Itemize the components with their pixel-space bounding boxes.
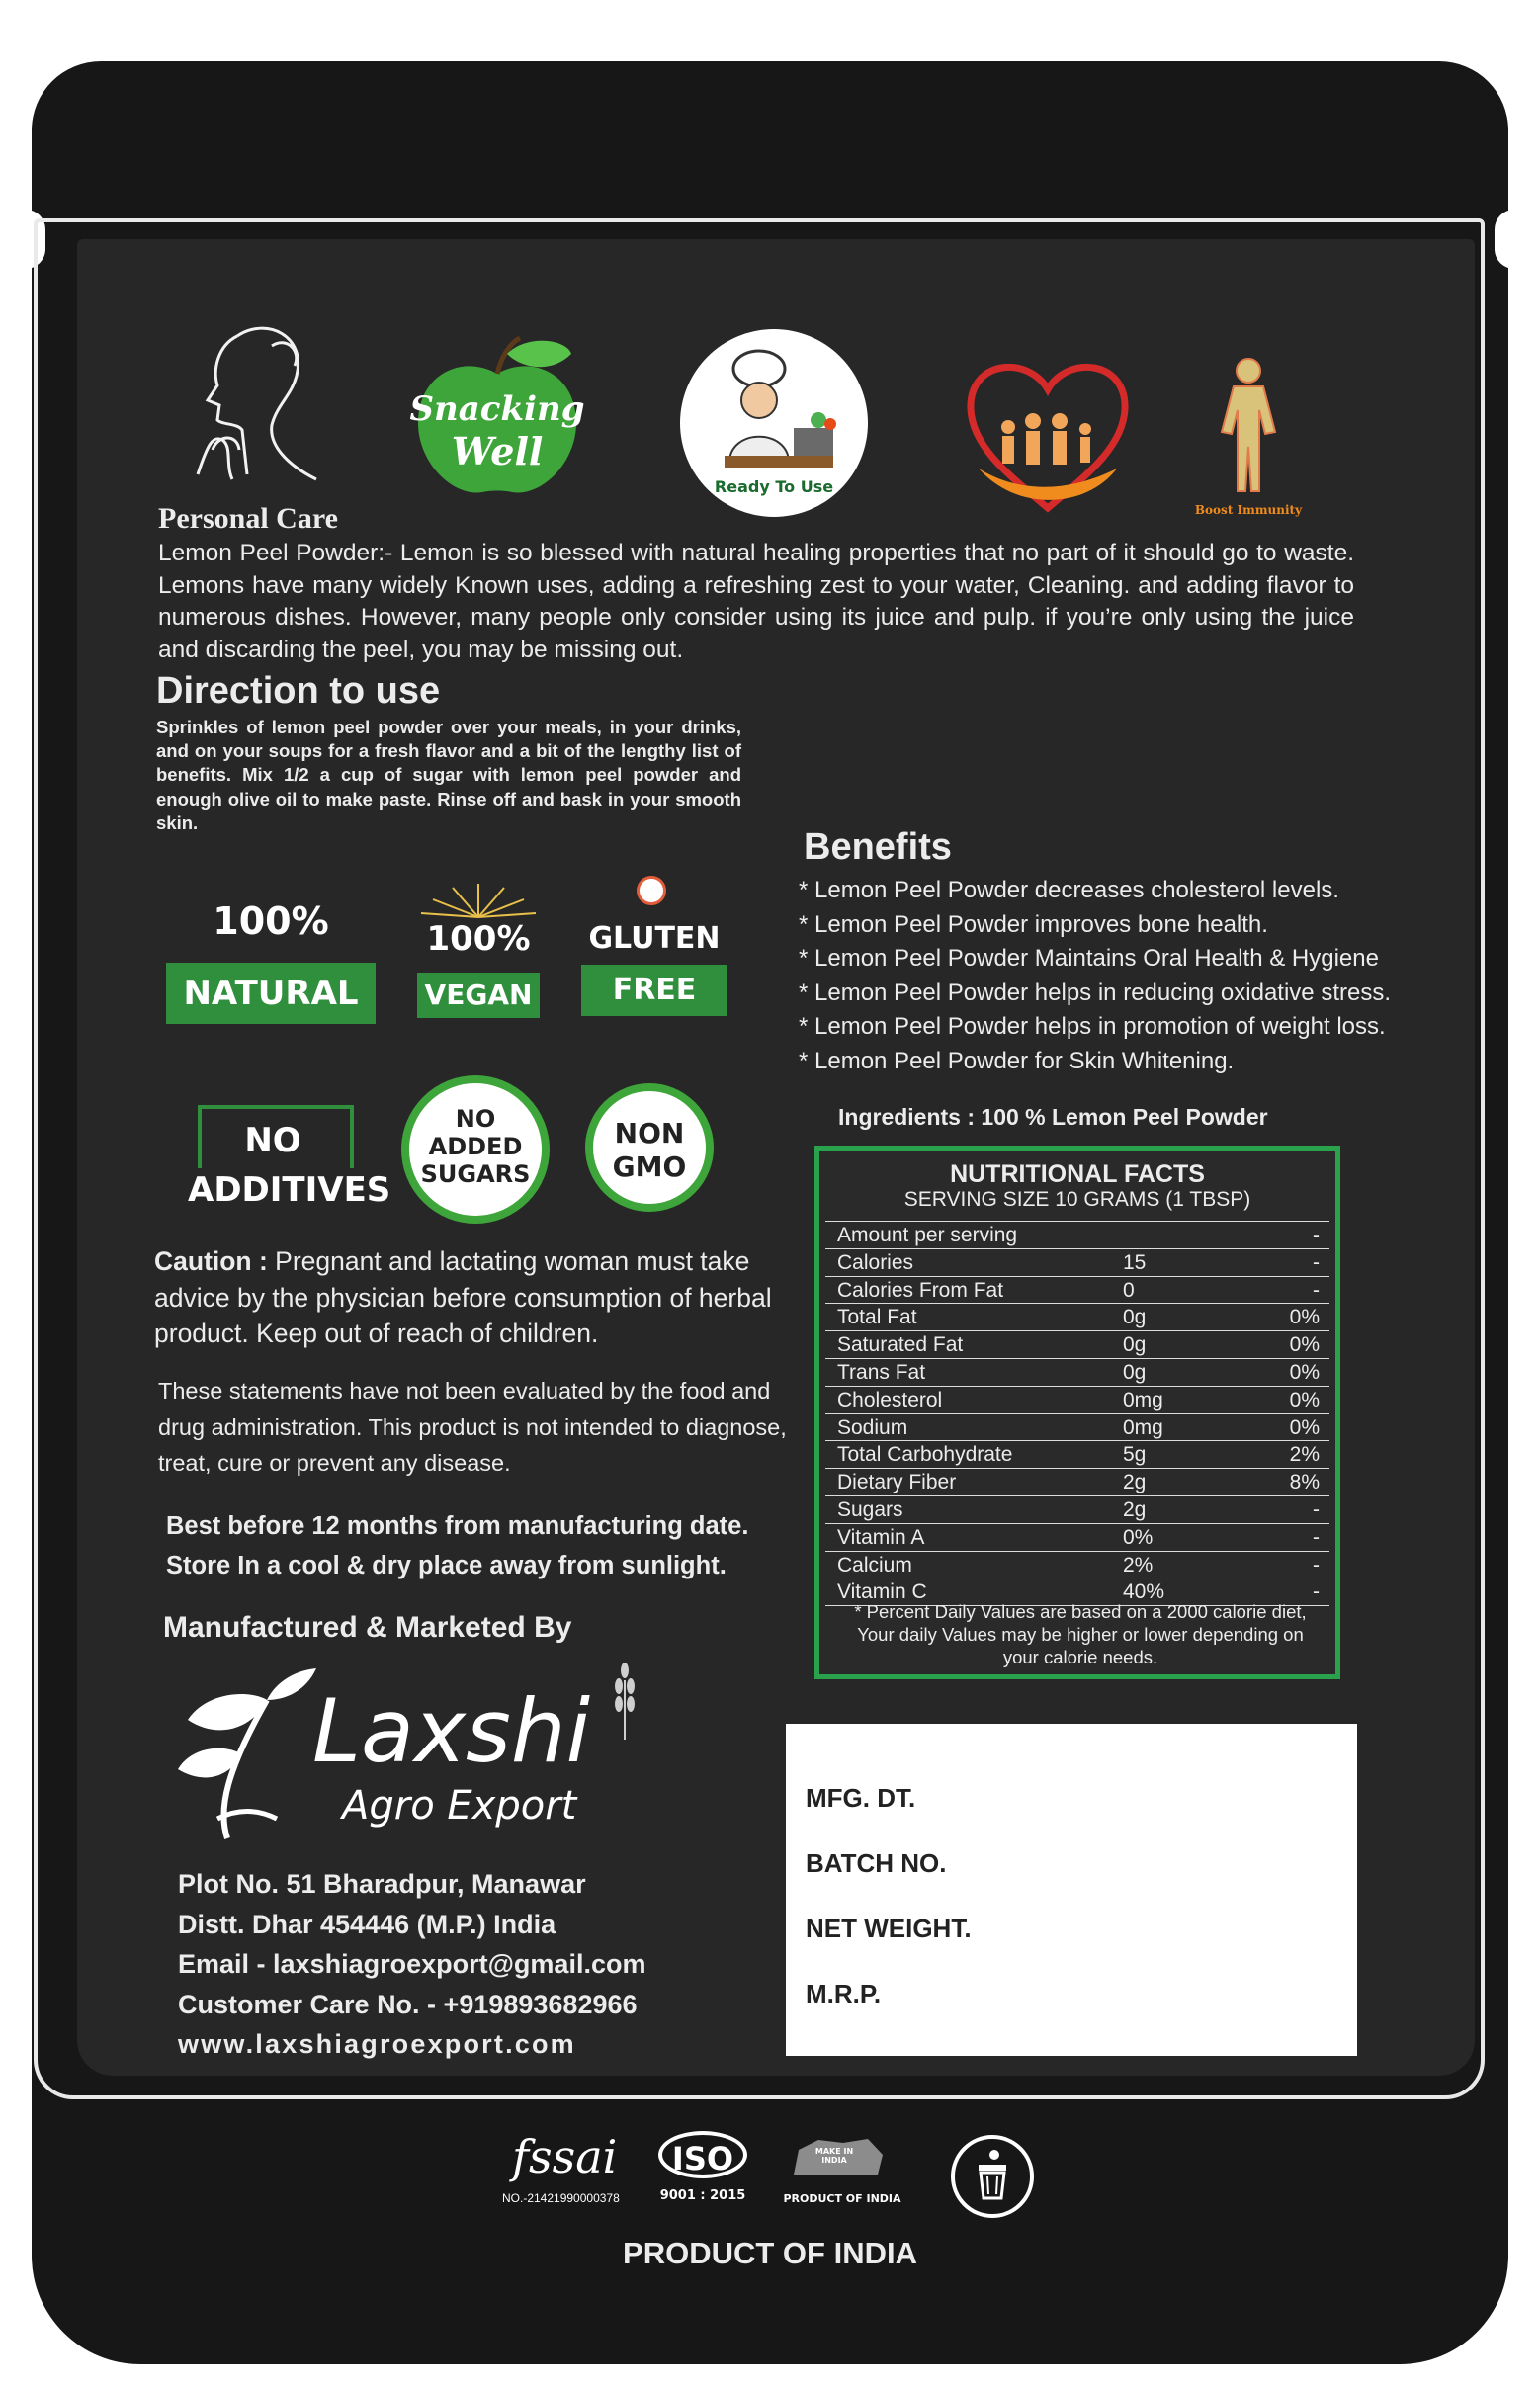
ready-to-use-label: Ready To Use bbox=[714, 477, 834, 496]
nutrition-facts-table bbox=[814, 1146, 1340, 1679]
row-percent: 8% bbox=[1289, 1471, 1320, 1494]
badge-no-additives bbox=[188, 1095, 391, 1224]
row-percent: 0% bbox=[1289, 1333, 1320, 1357]
direction-heading: Direction to use bbox=[156, 670, 441, 712]
row-percent: - bbox=[1313, 1497, 1320, 1521]
row-name: Sugars bbox=[837, 1497, 903, 1521]
daily-value-note: * Percent Daily Values are based on a 2000 calorie diet, Your daily Values may be higher or lower depending on your calorie needs. bbox=[854, 1601, 1307, 1667]
badge-no-added-sugars bbox=[401, 1075, 550, 1224]
no-added-line2: ADDED bbox=[428, 1133, 523, 1160]
row-value: 2% bbox=[1123, 1553, 1154, 1577]
make-in-india-text: MAKE IN INDIA bbox=[814, 2147, 854, 2165]
brand-subtitle: Agro Export bbox=[342, 1783, 577, 1829]
ingredients-line: Ingredients : 100 % Lemon Peel Powder bbox=[838, 1104, 1268, 1130]
make-in-india-logo bbox=[783, 2135, 901, 2214]
mfg-date-label: MFG. DT. bbox=[806, 1783, 916, 1813]
fssai-license: NO.-21421990000378 bbox=[502, 2191, 620, 2205]
address-line2: Distt. Dhar 454446 (M.P.) India bbox=[178, 1909, 556, 1939]
ready-to-use-icon bbox=[680, 329, 868, 517]
row-name: Vitamin A bbox=[837, 1525, 925, 1549]
gmo-text: GMO bbox=[612, 1151, 687, 1183]
serving-size: SERVING SIZE 10 GRAMS (1 TBSP) bbox=[903, 1188, 1251, 1211]
benefit-item: * Lemon Peel Powder for Skin Whitening. bbox=[799, 1047, 1235, 1074]
nutrition-row bbox=[825, 1440, 1329, 1468]
row-value: 0g bbox=[1123, 1306, 1147, 1329]
row-name: Dietary Fiber bbox=[837, 1471, 957, 1494]
caution-text bbox=[154, 1243, 787, 1352]
wheat-icon bbox=[605, 1661, 644, 1740]
row-value: 0% bbox=[1123, 1525, 1154, 1549]
manufacturer-address bbox=[178, 1864, 645, 2065]
row-percent: - bbox=[1313, 1224, 1320, 1246]
leaf-logo-icon bbox=[158, 1661, 326, 1858]
boost-immunity-label: Boost Immunity bbox=[1194, 503, 1303, 517]
no-added-line1: NO bbox=[455, 1105, 496, 1133]
additives-text: ADDITIVES bbox=[188, 1170, 391, 1210]
row-name: Vitamin C bbox=[837, 1580, 927, 1604]
nutrition-row bbox=[825, 1221, 1329, 1248]
benefit-item: * Lemon Peel Powder Maintains Oral Health & Hygiene bbox=[799, 945, 1379, 972]
no-text: NO bbox=[244, 1121, 301, 1160]
natural-percent: 100% bbox=[213, 899, 329, 943]
storage-info bbox=[166, 1506, 748, 1585]
row-value: 5g bbox=[1123, 1443, 1147, 1467]
storage-instruction: Store In a cool & dry place away from sunlight. bbox=[166, 1552, 727, 1579]
natural-banner: NATURAL bbox=[166, 963, 376, 1024]
row-percent: - bbox=[1313, 1553, 1320, 1577]
nutrition-row bbox=[825, 1523, 1329, 1551]
nutrition-row bbox=[825, 1330, 1329, 1358]
brand-logo bbox=[158, 1661, 672, 1858]
no-added-line3: SUGARS bbox=[420, 1160, 531, 1188]
snacking-well-icon bbox=[403, 334, 591, 502]
nutrition-row bbox=[825, 1303, 1329, 1330]
customer-care-line: Customer Care No. - +919893682966 bbox=[178, 1989, 638, 2019]
vegan-banner: VEGAN bbox=[417, 973, 540, 1018]
net-weight-label: NET WEIGHT. bbox=[806, 1914, 972, 1943]
nutrition-row bbox=[825, 1551, 1329, 1578]
personal-care-icon bbox=[178, 316, 326, 484]
row-percent: 0% bbox=[1289, 1360, 1320, 1384]
direction-text: Sprinkles of lemon peel powder over your meals, in your drinks, and on your soups for a fresh flavor and a bit of the lengthy list of benefits. Mix 1/2 a cup of sugar with lemon peel powder and enough olive oil to make paste. Rinse off and bask in your smooth skin. bbox=[156, 717, 741, 833]
row-value: 2g bbox=[1123, 1471, 1147, 1494]
caution-body: Pregnant and lactating woman must take advice by the physician before consumption of herbal product. Keep out of reach of children. bbox=[154, 1246, 772, 1348]
free-banner: FREE bbox=[581, 965, 727, 1016]
batch-no-label: BATCH NO. bbox=[806, 1848, 947, 1878]
product-of-india-small: PRODUCT OF INDIA bbox=[783, 2192, 901, 2205]
vegan-percent: 100% bbox=[426, 919, 531, 959]
nutrition-rows bbox=[825, 1221, 1329, 1606]
sunburst-icon bbox=[413, 880, 544, 919]
row-name: Calcium bbox=[837, 1553, 912, 1577]
row-percent: - bbox=[1313, 1525, 1320, 1549]
nutrition-row bbox=[825, 1248, 1329, 1276]
badge-100-vegan bbox=[413, 880, 544, 1028]
row-name: Saturated Fat bbox=[837, 1333, 964, 1357]
row-percent: 0% bbox=[1289, 1415, 1320, 1439]
benefit-item: * Lemon Peel Powder helps in promotion of weight loss. bbox=[799, 1013, 1386, 1040]
row-percent: - bbox=[1313, 1278, 1320, 1302]
nutrition-row bbox=[825, 1495, 1329, 1523]
row-name: Sodium bbox=[837, 1415, 908, 1439]
non-text: NON bbox=[614, 1117, 685, 1150]
manufacturer-heading: Manufactured & Marketed By bbox=[163, 1611, 572, 1644]
row-percent: 0% bbox=[1289, 1306, 1320, 1329]
row-value: 40% bbox=[1123, 1580, 1165, 1604]
product-of-india-footer: PRODUCT OF INDIA bbox=[623, 2236, 917, 2270]
fssai-text: fssai bbox=[512, 2130, 618, 2183]
row-name: Total Carbohydrate bbox=[837, 1443, 1013, 1467]
row-name: Total Fat bbox=[837, 1306, 917, 1329]
nutrition-row bbox=[825, 1276, 1329, 1304]
website-line: www.laxshiagroexport.com bbox=[178, 2029, 576, 2059]
caution-label: Caution : bbox=[154, 1246, 268, 1276]
row-name: Trans Fat bbox=[837, 1360, 926, 1384]
best-before: Best before 12 months from manufacturing date. bbox=[166, 1512, 749, 1540]
mrp-label: M.R.P. bbox=[806, 1979, 882, 2008]
nutrition-row bbox=[825, 1386, 1329, 1413]
well-text: Well bbox=[451, 429, 544, 473]
row-value: 0mg bbox=[1123, 1415, 1163, 1439]
nutrition-row bbox=[825, 1468, 1329, 1495]
personal-care-label: Personal Care bbox=[158, 502, 338, 535]
row-name: Amount per serving bbox=[837, 1224, 1018, 1246]
row-value: 0g bbox=[1123, 1360, 1147, 1384]
benefit-item: * Lemon Peel Powder decreases cholesterol levels. bbox=[799, 877, 1339, 903]
row-value: 0g bbox=[1123, 1333, 1147, 1357]
iso-logo bbox=[658, 2131, 757, 2210]
nutrition-row bbox=[825, 1413, 1329, 1441]
row-percent: 2% bbox=[1289, 1443, 1320, 1467]
iso-standard: 9001 : 2015 bbox=[659, 2188, 746, 2203]
family-heart-icon bbox=[959, 350, 1137, 518]
row-value: 2g bbox=[1123, 1497, 1147, 1521]
boost-immunity-icon bbox=[1194, 353, 1303, 521]
fssai-logo bbox=[502, 2130, 637, 2211]
row-name: Calories bbox=[837, 1250, 914, 1274]
row-percent: - bbox=[1313, 1250, 1320, 1274]
snacking-text: Snacking bbox=[409, 389, 585, 429]
row-value: 0mg bbox=[1123, 1388, 1163, 1411]
row-percent: - bbox=[1313, 1580, 1320, 1604]
badge-gluten-free bbox=[581, 876, 727, 1024]
iso-text: ISO bbox=[658, 2131, 747, 2178]
badge-100-natural bbox=[166, 890, 376, 1038]
row-name: Cholesterol bbox=[837, 1388, 943, 1411]
row-name: Calories From Fat bbox=[837, 1278, 1004, 1302]
address-line1: Plot No. 51 Bharadpur, Manawar bbox=[178, 1869, 586, 1899]
benefit-item: * Lemon Peel Powder improves bone health. bbox=[799, 910, 1268, 938]
brand-name: Laxshi bbox=[312, 1680, 591, 1782]
email-line: Email - laxshiagroexport@gmail.com bbox=[178, 1949, 646, 1979]
intro-paragraph: Lemon Peel Powder:- Lemon is so blessed with natural healing properties that no part of it should go to waste. Lemons have many widely Known uses, adding a refreshing zest to your water, Cleaning. and adding flavor to numerous dishes. However, many people only consider using its juice and pulp. if you’re only using the juice and discarding the peel, you may be missing out. bbox=[158, 540, 1354, 663]
benefits-heading: Benefits bbox=[804, 826, 952, 868]
row-percent: 0% bbox=[1289, 1388, 1320, 1411]
benefits-list bbox=[799, 874, 1391, 1078]
benefit-item: * Lemon Peel Powder helps in reducing oxidative stress. bbox=[799, 979, 1391, 1006]
fda-disclaimer: These statements have not been evaluated by the food and drug administration. This product is not intended to diagnose, treat, cure or prevent any disease. bbox=[158, 1378, 787, 1476]
gluten-text: GLUTEN bbox=[588, 921, 721, 956]
nutrition-title: NUTRITIONAL FACTS bbox=[950, 1160, 1205, 1188]
row-value: 15 bbox=[1123, 1250, 1147, 1274]
batch-info-box bbox=[786, 1724, 1357, 2056]
dispose-bin-icon bbox=[951, 2135, 1034, 2218]
badge-non-gmo bbox=[585, 1083, 714, 1212]
nutrition-row bbox=[825, 1358, 1329, 1386]
row-value: 0 bbox=[1123, 1278, 1135, 1302]
no-wheat-icon bbox=[637, 876, 666, 905]
